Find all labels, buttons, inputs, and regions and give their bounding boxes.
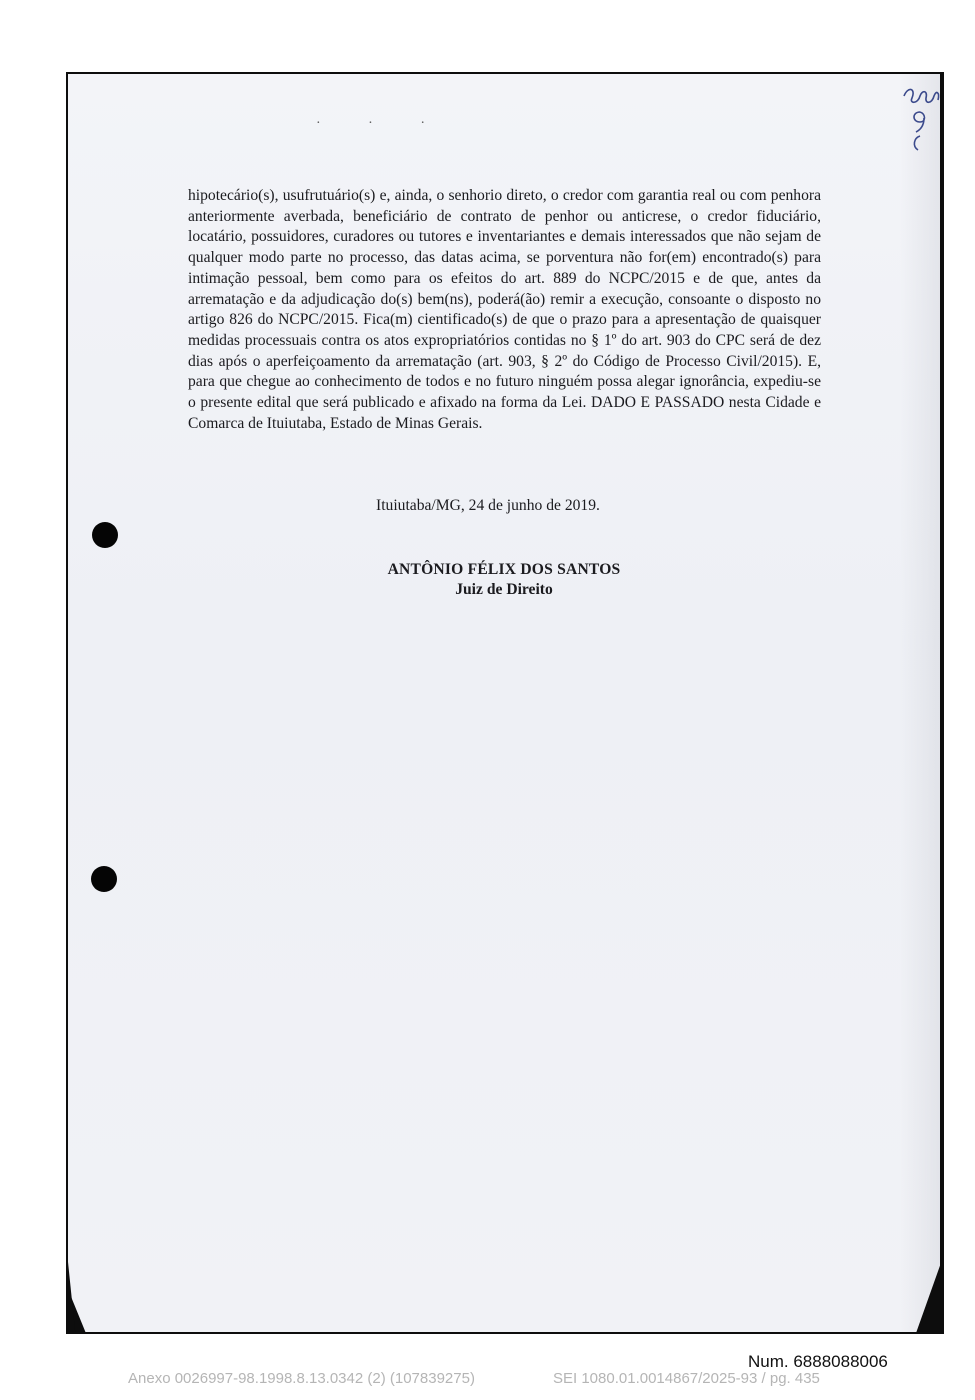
signer-role: Juiz de Direito [455, 581, 553, 598]
edital-body-paragraph: hipotecário(s), usufrutuário(s) e, ainda, o senhorio direto, o credor com garantia real ou com penhora anteriormente averbada, beneficiário de contrato de penhor ou anticrese, o credor fiduciário, locatário, possuidores, curadores ou tutores e inventariantes e demais interessados que não sejam de qualquer modo parte no processo, das datas acima, se porventura não for(em) encontrado(s) para intimação pessoal, bem como para os efeitos do art. 889 do NCPC/2015 e de que, antes da arrematação e da adjudicação do(s) bem(ns), poderá(ão) remir a execução, consoante o disposto no artigo 826 do NCPC/2015. Fica(m) cientificado(s) de que o prazo para a apresentação de quaisquer medidas processuais contra os atos expropriatórios contidas no § 1º do art. 903 do CPC será de dez dias após o aperfeiçoamento da arrematação (art. 903, § 2º do Código de Processo Civil/2015). E, para que chegue ao conhecimento de todos e no futuro ninguém possa alegar ignorância, expediu-se o presente edital que será publicado e afixado na forma da Lei. DADO E PASSADO nesta Cidade e Comarca de Ituiutaba, Estado de Minas Gerais. [188, 187, 821, 432]
sei-page-reference: SEI 1080.01.0014867/2025-93 / pg. 435 [553, 1370, 820, 1387]
place-and-date: Ituiutaba/MG, 24 de junho de 2019. [376, 497, 600, 514]
document-number: Num. 6888088006 [748, 1352, 888, 1371]
handwritten-folio-mark [898, 82, 942, 152]
punch-hole-top [92, 522, 118, 548]
scan-specks: · · · [316, 116, 447, 131]
signer-name: ANTÔNIO FÉLIX DOS SANTOS [387, 561, 621, 578]
signature-block [354, 560, 654, 600]
punch-hole-bottom [91, 866, 117, 892]
annex-reference: Anexo 0026997-98.1998.8.13.0342 (2) (107839275) [128, 1370, 475, 1387]
